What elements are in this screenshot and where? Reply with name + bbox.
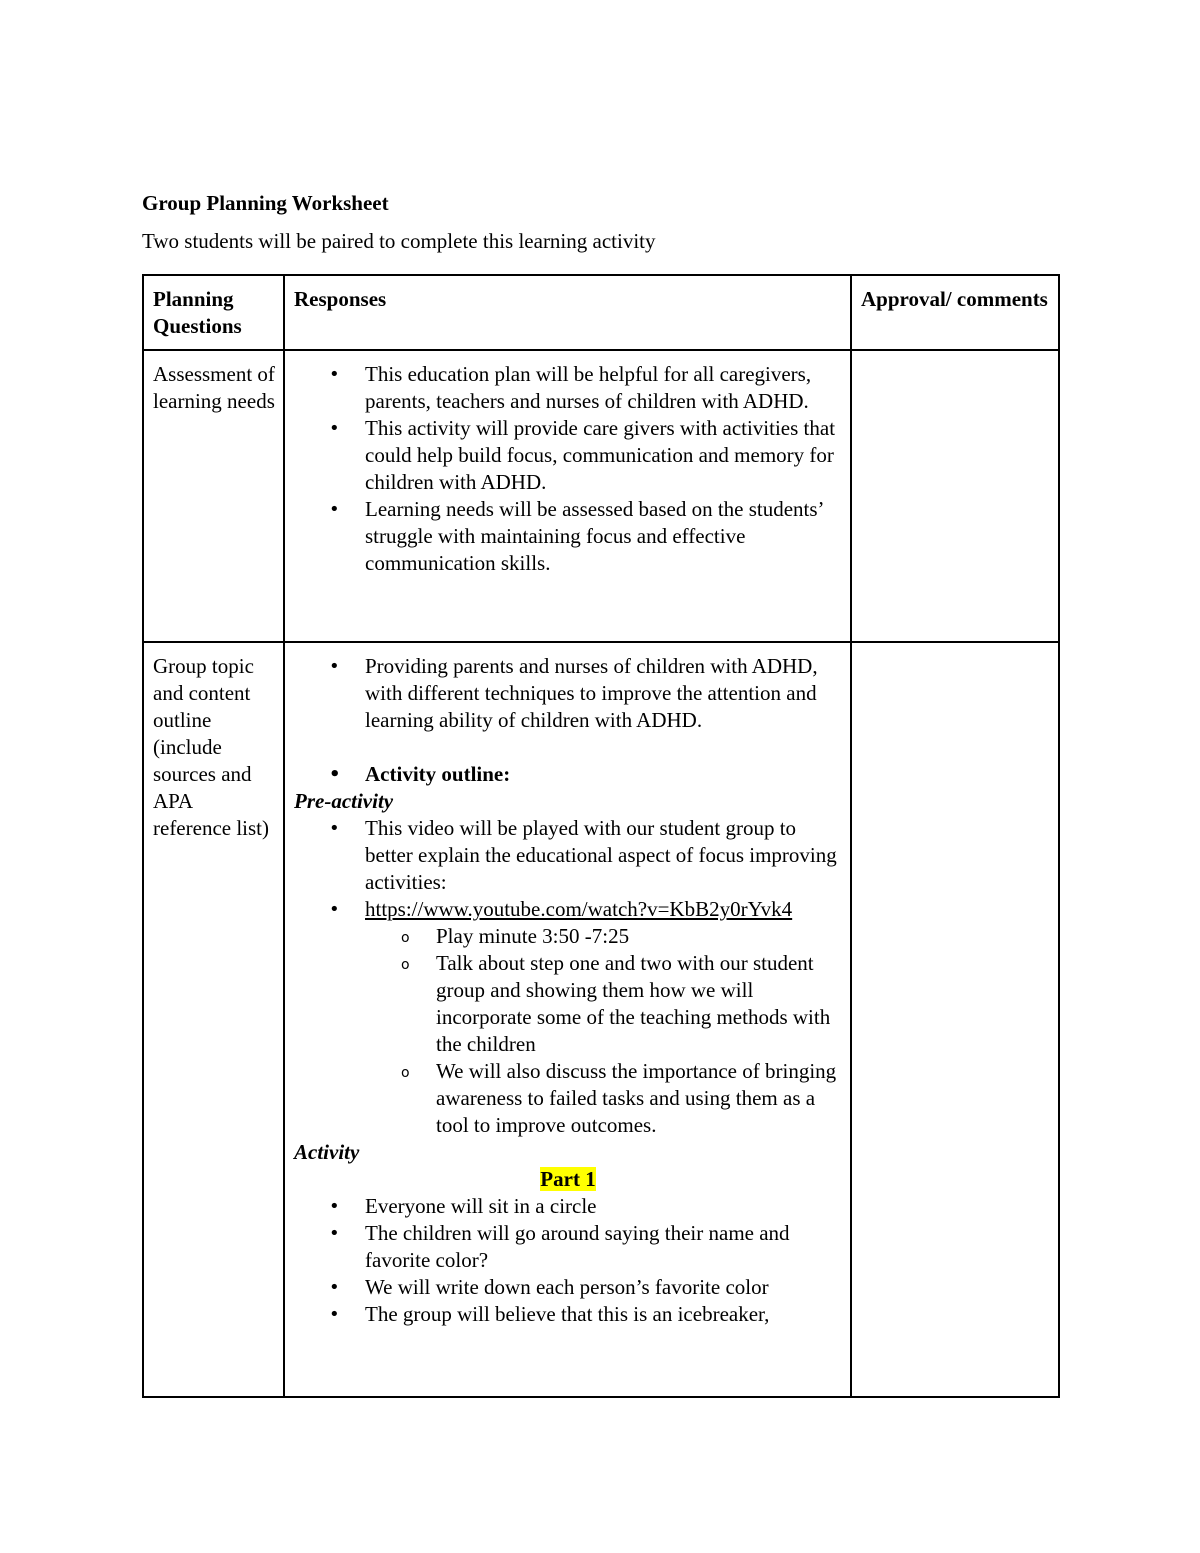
list-item: • This education plan will be helpful for all caregivers, parents, teachers and nurses of children with ADHD. [294,361,842,415]
list-item: • The children will go around saying their name and favorite color? [294,1220,842,1274]
part-heading [294,1166,842,1193]
comment-cell[interactable] [851,350,1059,642]
pre-activity-sublist [294,923,842,1139]
comment-cell[interactable] [851,642,1059,1397]
list-item: • We will write down each person’s favorite color [294,1274,842,1301]
pre-activity-label: Pre-activity [294,789,394,813]
response-cell [284,350,851,642]
list-item: • The group will believe that this is an icebreaker, [294,1301,842,1328]
sub-list-item: o We will also discuss the importance of bringing awareness to failed tasks and using them as a tool to improve outcomes. [294,1058,842,1139]
question-cell: Group topic and content outline (include sources and APA reference list) [143,642,284,1397]
video-link[interactable]: https://www.youtube.com/watch?v=KbB2y0rYvk4 [365,897,793,921]
response-list [294,361,842,577]
sub-list-item: o Talk about step one and two with our student group and showing them how we will incorporate some of the teaching methods with the children [294,950,842,1058]
document-title: Group Planning Worksheet [142,191,389,215]
activity-list [294,1193,842,1328]
response-cell [284,642,851,1397]
header-responses: Responses [284,275,851,350]
list-item: • Learning needs will be assessed based on the students’ struggle with maintaining focus and effective communication skills. [294,496,842,577]
header-approval-comments: Approval/ comments [851,275,1059,350]
question-cell: Assessment of learning needs [143,350,284,642]
list-item [294,896,842,923]
header-planning-questions: Planning Questions [143,275,284,350]
list-item: • This activity will provide care givers with activities that could help build focus, communication and memory for children with ADHD. [294,415,842,496]
planning-table [142,274,1060,1398]
table-row [143,642,1059,1397]
table-row [143,350,1059,642]
sub-list-item: o Play minute 3:50 -7:25 [294,923,842,950]
part-1-label: Part 1 [540,1167,596,1191]
activity-outline-heading: • Activity outline: [294,761,842,788]
list-item: • Providing parents and nurses of children with ADHD, with different techniques to improve the attention and learning ability of children with ADHD. [294,653,842,734]
list-item: • Everyone will sit in a circle [294,1193,842,1220]
table-header-row [143,275,1059,350]
spacer [294,734,842,761]
response-list [294,653,842,734]
pre-activity-list [294,815,842,923]
document-subtitle: Two students will be paired to complete this learning activity [142,229,656,253]
activity-label: Activity [294,1140,360,1164]
list-item: • This video will be played with our student group to better explain the educational aspect of focus improving activities: [294,815,842,896]
outline-list [294,761,842,788]
